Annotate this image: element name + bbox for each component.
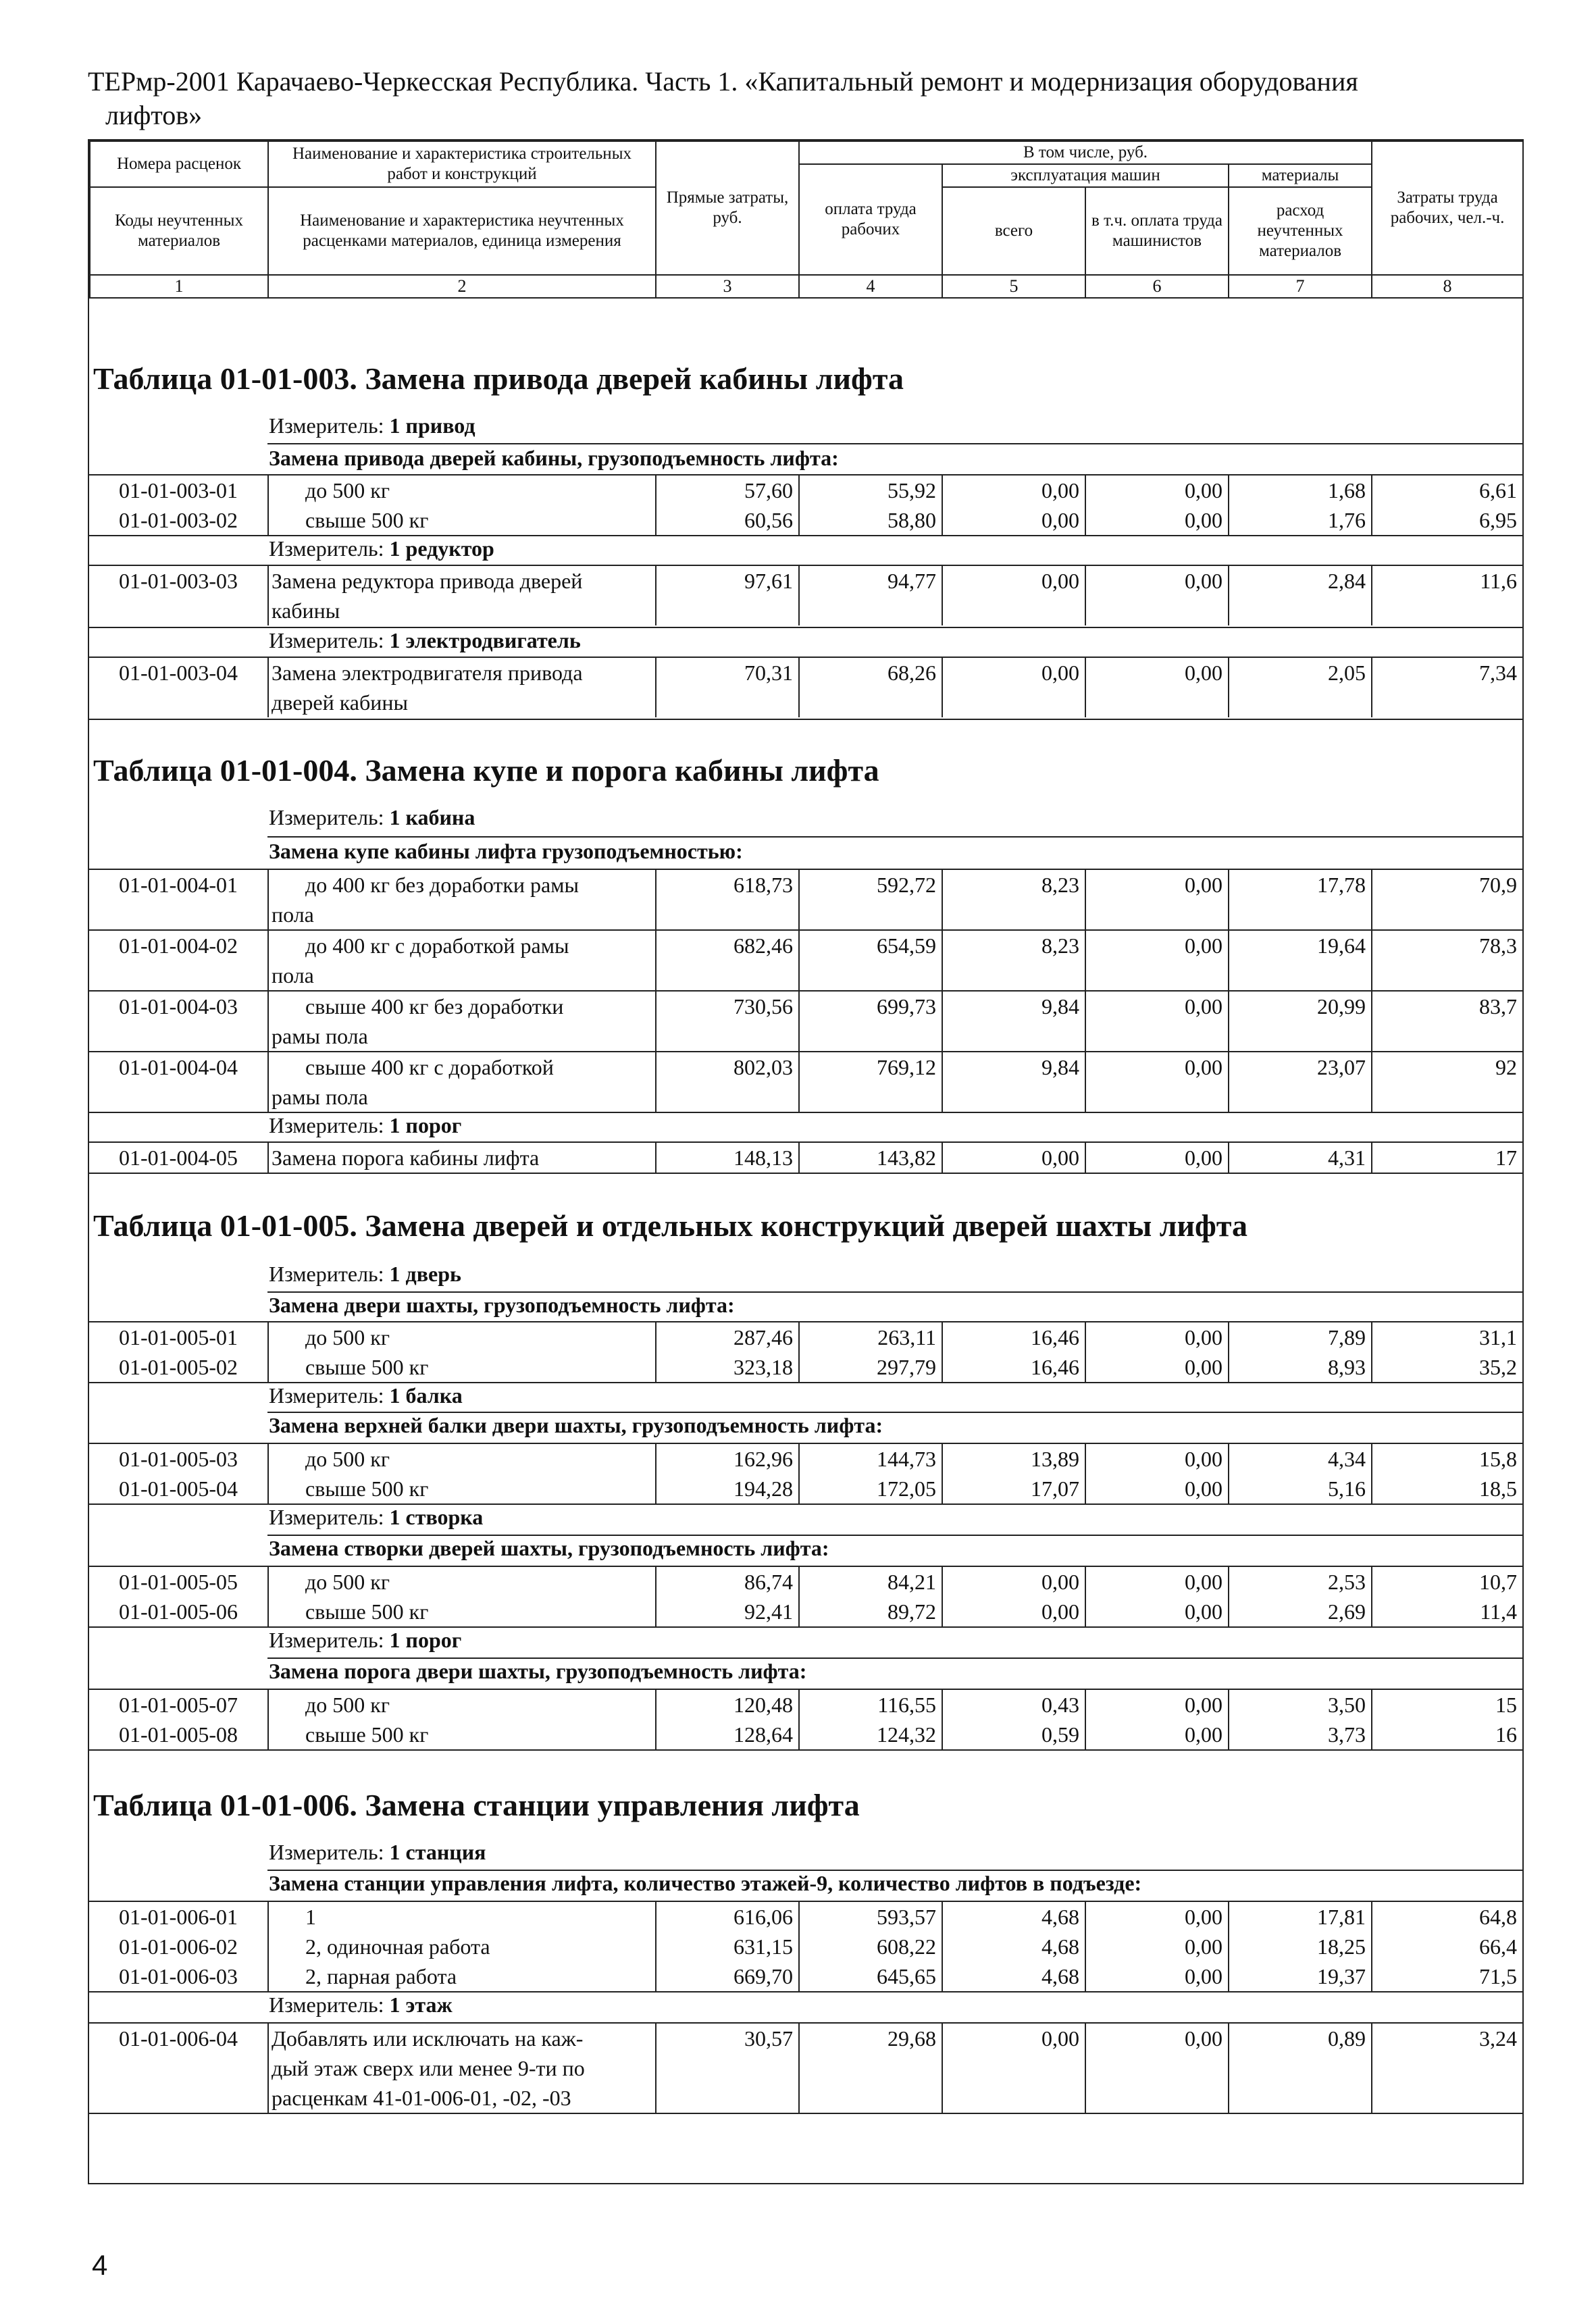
rate-code: 01-01-005-05 <box>119 1570 238 1594</box>
labor-hours-value: 66,4 <box>1371 1932 1522 1961</box>
direct-costs-value: 682,46 <box>655 931 798 990</box>
worker-wages-value: 645,65 <box>798 1961 942 1991</box>
worker-wages-value: 143,82 <box>798 1143 942 1173</box>
labor-hours-value: 83,7 <box>1371 992 1522 1051</box>
unaccounted-materials-value: 2,53 <box>1228 1567 1371 1597</box>
direct-costs-value: 128,64 <box>655 1720 798 1749</box>
section-title: Таблица 01-01-004. Замена купе и порога кабины лифта <box>93 753 879 788</box>
machines-total-value: 9,84 <box>942 1052 1085 1112</box>
rate-code: 01-01-004-02 <box>119 933 238 958</box>
rate-code: 01-01-005-07 <box>119 1693 238 1717</box>
unit-of-measure <box>269 1113 461 1138</box>
operator-wages-value: 0,00 <box>1085 992 1228 1051</box>
direct-costs-value: 802,03 <box>655 1052 798 1112</box>
worker-wages-value: 769,12 <box>798 1052 942 1112</box>
unit-prefix: Измеритель: <box>269 628 390 652</box>
unaccounted-materials-value: 2,05 <box>1228 658 1371 717</box>
unit-value: 1 этаж <box>389 1992 453 2017</box>
machines-total-value: 17,07 <box>942 1474 1085 1503</box>
row-divider <box>267 836 1522 838</box>
labor-hours-value: 71,5 <box>1371 1961 1522 1991</box>
rate-code: 01-01-006-02 <box>119 1934 238 1959</box>
rates-sheet <box>88 139 1524 2184</box>
rate-code: 01-01-004-04 <box>119 1055 238 1079</box>
machines-total-value: 4,68 <box>942 1961 1085 1991</box>
direct-costs-value: 86,74 <box>655 1567 798 1597</box>
col2-bottom-header: Наименование и характеристика неучтенных расценками материалов, единица измерения <box>268 187 656 275</box>
labor-hours-value: 92 <box>1371 1052 1522 1112</box>
description-line: Замена редуктора привода дверей <box>272 569 583 593</box>
machines-total-value: 0,59 <box>942 1720 1085 1749</box>
description-line: до 500 кг <box>305 478 390 503</box>
operator-wages-value: 0,00 <box>1085 475 1228 505</box>
machines-total-value: 16,46 <box>942 1322 1085 1352</box>
worker-wages-value: 297,79 <box>798 1352 942 1382</box>
description-line: свыше 400 кг с доработкой <box>305 1055 554 1079</box>
worker-wages-value: 263,11 <box>798 1322 942 1352</box>
direct-costs-value: 287,46 <box>655 1322 798 1352</box>
table-row <box>89 1720 1522 1749</box>
unaccounted-materials-value: 5,16 <box>1228 1474 1371 1503</box>
table-row <box>89 992 1522 1051</box>
work-description <box>267 1961 655 1991</box>
machines-total-value: 16,46 <box>942 1352 1085 1382</box>
direct-costs-value: 631,15 <box>655 1932 798 1961</box>
direct-costs-value: 120,48 <box>655 1690 798 1720</box>
worker-wages-value: 654,59 <box>798 931 942 990</box>
description-line: Замена электродвигателя привода <box>272 661 583 685</box>
description-line: до 500 кг <box>305 1693 390 1717</box>
operator-wages-value: 0,00 <box>1085 658 1228 717</box>
section-title: Таблица 01-01-005. Замена дверей и отдельных конструкций дверей шахты лифта <box>93 1208 1248 1243</box>
unit-prefix: Измеритель: <box>269 1505 390 1529</box>
direct-costs-value: 669,70 <box>655 1961 798 1991</box>
worker-wages-value: 55,92 <box>798 475 942 505</box>
rate-code: 01-01-003-04 <box>119 661 238 685</box>
table-row <box>89 566 1522 625</box>
unit-prefix: Измеритель: <box>269 1840 390 1864</box>
table-row <box>89 2024 1522 2113</box>
row-divider <box>89 1749 1522 1751</box>
unaccounted-materials-value: 23,07 <box>1228 1052 1371 1112</box>
col-number-6: 6 <box>1085 275 1229 298</box>
col1-bottom-header: Коды неучтенных материалов <box>90 187 268 275</box>
worker-wages-value: 94,77 <box>798 566 942 625</box>
rate-code: 01-01-006-04 <box>119 2026 238 2051</box>
operator-wages-value: 0,00 <box>1085 931 1228 990</box>
description-line: до 500 кг <box>305 1447 390 1471</box>
table-row <box>89 475 1522 505</box>
labor-hours-value: 17 <box>1371 1143 1522 1173</box>
labor-hours-value: 3,24 <box>1371 2024 1522 2113</box>
table-row <box>89 1052 1522 1112</box>
worker-wages-value: 144,73 <box>798 1444 942 1474</box>
including-header: В том числе, руб. <box>799 141 1372 164</box>
machines-header: эксплуатация машин <box>942 164 1229 187</box>
header-line-1: ТЕРмр-2001 Карачаево-Черкесская Республика. Часть 1. «Капитальный ремонт и модернизация оборудования <box>88 66 1358 97</box>
direct-costs-value: 92,41 <box>655 1597 798 1626</box>
worker-wages-value: 699,73 <box>798 992 942 1051</box>
col-number-5: 5 <box>942 275 1085 298</box>
machines-total-value: 0,43 <box>942 1690 1085 1720</box>
group-heading: Замена створки дверей шахты, грузоподъемность лифта: <box>269 1536 829 1560</box>
operator-wages-value: 0,00 <box>1085 1444 1228 1474</box>
description-line: свыше 500 кг <box>305 1599 429 1624</box>
worker-wages-value: 68,26 <box>798 658 942 717</box>
direct-costs-value: 618,73 <box>655 870 798 929</box>
unit-of-measure <box>269 536 494 561</box>
unaccounted-materials-value: 3,73 <box>1228 1720 1371 1749</box>
work-description <box>267 505 655 535</box>
labor-hours-value: 35,2 <box>1371 1352 1522 1382</box>
labor-hours-value: 78,3 <box>1371 931 1522 990</box>
section-title: Таблица 01-01-006. Замена станции управления лифта <box>93 1788 860 1822</box>
description-line: свыше 400 кг без доработки <box>305 994 564 1019</box>
direct-costs-value: 323,18 <box>655 1352 798 1382</box>
unit-of-measure <box>269 413 475 438</box>
table-row <box>89 1567 1522 1597</box>
description-line: свыше 500 кг <box>305 1722 429 1747</box>
rate-code: 01-01-003-01 <box>119 478 238 503</box>
operator-wages-value: 0,00 <box>1085 1567 1228 1597</box>
description-line: пола <box>272 963 314 987</box>
direct-costs-value: 162,96 <box>655 1444 798 1474</box>
table-row <box>89 870 1522 929</box>
machines-total-value: 4,68 <box>942 1932 1085 1961</box>
unaccounted-materials-value: 1,76 <box>1228 505 1371 535</box>
machines-total-value: 9,84 <box>942 992 1085 1051</box>
direct-costs-value: 148,13 <box>655 1143 798 1173</box>
work-description <box>267 1597 655 1626</box>
labor-hours-value: 7,34 <box>1371 658 1522 717</box>
table-row <box>89 1444 1522 1474</box>
labor-hours-value: 15 <box>1371 1690 1522 1720</box>
operator-wages-value: 0,00 <box>1085 566 1228 625</box>
unit-value: 1 кабина <box>389 805 475 829</box>
operator-wages-value: 0,00 <box>1085 870 1228 929</box>
work-description <box>267 992 655 1051</box>
work-description <box>267 2024 655 2113</box>
unit-of-measure <box>269 1628 461 1653</box>
labor-hours-value: 6,95 <box>1371 505 1522 535</box>
description-line: до 500 кг <box>305 1325 390 1349</box>
group-heading: Замена привода дверей кабины, грузоподъемность лифта: <box>269 446 839 470</box>
description-line: рамы пола <box>272 1085 368 1109</box>
description-line: дый этаж сверх или менее 9-ти по <box>272 2056 585 2080</box>
rate-code: 01-01-004-03 <box>119 994 238 1019</box>
table-row <box>89 658 1522 717</box>
rate-code: 01-01-004-05 <box>119 1146 238 1170</box>
table-row <box>89 1352 1522 1382</box>
row-divider <box>267 443 1522 444</box>
section-title: Таблица 01-01-003. Замена привода дверей кабины лифта <box>93 361 904 396</box>
description-line: свыше 500 кг <box>305 1355 429 1379</box>
rate-code: 01-01-005-04 <box>119 1476 238 1501</box>
rate-code: 01-01-005-02 <box>119 1355 238 1379</box>
table-row <box>89 1690 1522 1720</box>
operator-wages-value: 0,00 <box>1085 1932 1228 1961</box>
work-description <box>267 1932 655 1961</box>
page-number: 4 <box>92 2249 108 2281</box>
work-description <box>267 1052 655 1112</box>
unit-prefix: Измеритель: <box>269 1628 390 1652</box>
direct-costs-value: 97,61 <box>655 566 798 625</box>
machines-total-value: 0,00 <box>942 505 1085 535</box>
header-line-2: лифтов» <box>105 100 203 130</box>
description-line: дверей кабины <box>272 690 409 715</box>
work-description <box>267 870 655 929</box>
unaccounted-materials-value: 17,81 <box>1228 1902 1371 1932</box>
machines-total-value: 0,00 <box>942 1143 1085 1173</box>
description-line: 1 <box>305 1905 316 1929</box>
work-description <box>267 475 655 505</box>
row-divider <box>89 719 1522 720</box>
unaccounted-materials-value: 20,99 <box>1228 992 1371 1051</box>
unaccounted-materials-value: 4,31 <box>1228 1143 1371 1173</box>
row-divider <box>89 1173 1522 1174</box>
operator-wages-header: в т.ч. оплата труда машинистов <box>1085 187 1229 275</box>
column-header-table <box>89 140 1524 299</box>
unit-of-measure <box>269 1840 486 1865</box>
description-line: до 500 кг <box>305 1570 390 1594</box>
rate-code: 01-01-005-08 <box>119 1722 238 1747</box>
page-header <box>88 65 1520 132</box>
unit-value: 1 порог <box>389 1113 462 1137</box>
description-line: до 400 кг с доработкой рамы <box>305 933 569 958</box>
work-description <box>267 1474 655 1503</box>
direct-costs-value: 57,60 <box>655 475 798 505</box>
description-line: 2, одиночная работа <box>305 1934 490 1959</box>
machines-total-value: 8,23 <box>942 931 1085 990</box>
worker-wages-value: 116,55 <box>798 1690 942 1720</box>
unit-value: 1 электродвигатель <box>389 628 581 652</box>
machines-total-value: 4,68 <box>942 1902 1085 1932</box>
description-line: 2, парная работа <box>305 1964 457 1988</box>
work-description <box>267 1567 655 1597</box>
work-description <box>267 1143 655 1173</box>
worker-wages-value: 124,32 <box>798 1720 942 1749</box>
rate-code: 01-01-006-01 <box>119 1905 238 1929</box>
rate-code: 01-01-003-02 <box>119 508 238 532</box>
work-description <box>267 1352 655 1382</box>
rate-code: 01-01-003-03 <box>119 569 238 593</box>
operator-wages-value: 0,00 <box>1085 1597 1228 1626</box>
table-row <box>89 1902 1522 1932</box>
group-heading: Замена двери шахты, грузоподъемность лифта: <box>269 1293 735 1317</box>
rate-code: 01-01-005-06 <box>119 1599 238 1624</box>
rate-code: 01-01-006-03 <box>119 1964 238 1988</box>
rate-code: 01-01-005-01 <box>119 1325 238 1349</box>
unaccounted-materials-value: 19,37 <box>1228 1961 1371 1991</box>
col-number-1: 1 <box>90 275 268 298</box>
work-description <box>267 1690 655 1720</box>
machines-total-value: 13,89 <box>942 1444 1085 1474</box>
worker-wages-header: оплата труда рабочих <box>799 164 942 275</box>
unit-prefix: Измеритель: <box>269 536 390 561</box>
description-line: свыше 500 кг <box>305 508 429 532</box>
work-description <box>267 1444 655 1474</box>
worker-wages-value: 89,72 <box>798 1597 942 1626</box>
unaccounted-materials-value: 4,34 <box>1228 1444 1371 1474</box>
col-number-8: 8 <box>1372 275 1523 298</box>
description-line: кабины <box>272 598 340 623</box>
labor-hours-value: 11,6 <box>1371 566 1522 625</box>
unaccounted-materials-value: 7,89 <box>1228 1322 1371 1352</box>
unit-of-measure <box>269 805 475 830</box>
machines-total-value: 0,00 <box>942 475 1085 505</box>
operator-wages-value: 0,00 <box>1085 1143 1228 1173</box>
labor-hours-value: 6,61 <box>1371 475 1522 505</box>
machines-total-value: 0,00 <box>942 1567 1085 1597</box>
operator-wages-value: 0,00 <box>1085 1902 1228 1932</box>
table-row <box>89 1932 1522 1961</box>
row-divider <box>89 2113 1522 2114</box>
unit-of-measure <box>269 1505 483 1530</box>
unit-of-measure <box>269 1383 463 1408</box>
machines-total-value: 0,00 <box>942 2024 1085 2113</box>
unit-prefix: Измеритель: <box>269 1262 390 1286</box>
table-row <box>89 1474 1522 1503</box>
unaccounted-materials-header: расход неучтенных материалов <box>1229 187 1372 275</box>
worker-wages-value: 58,80 <box>798 505 942 535</box>
unit-of-measure <box>269 1992 453 2017</box>
machines-total-value: 0,00 <box>942 658 1085 717</box>
table-row <box>89 931 1522 990</box>
labor-hours-value: 64,8 <box>1371 1902 1522 1932</box>
unit-of-measure <box>269 628 581 653</box>
unaccounted-materials-value: 8,93 <box>1228 1352 1371 1382</box>
col-number-3: 3 <box>656 275 799 298</box>
group-heading: Замена порога двери шахты, грузоподъемность лифта: <box>269 1659 807 1683</box>
labor-hours-value: 11,4 <box>1371 1597 1522 1626</box>
worker-wages-value: 592,72 <box>798 870 942 929</box>
description-line: Добавлять или исключать на каж- <box>272 2026 584 2051</box>
labor-hours-value: 10,7 <box>1371 1567 1522 1597</box>
direct-costs-value: 730,56 <box>655 992 798 1051</box>
direct-costs-header: Прямые затраты, руб. <box>656 141 799 275</box>
unit-value: 1 балка <box>389 1383 463 1408</box>
work-description <box>267 566 655 625</box>
unit-value: 1 редуктор <box>389 536 494 561</box>
worker-wages-value: 29,68 <box>798 2024 942 2113</box>
direct-costs-value: 70,31 <box>655 658 798 717</box>
labor-hours-value: 15,8 <box>1371 1444 1522 1474</box>
unit-of-measure <box>269 1262 461 1287</box>
materials-header: материалы <box>1229 164 1372 187</box>
operator-wages-value: 0,00 <box>1085 1690 1228 1720</box>
unaccounted-materials-value: 2,84 <box>1228 566 1371 625</box>
work-description <box>267 658 655 717</box>
table-row <box>89 1597 1522 1626</box>
col1-top-header: Номера расценок <box>90 141 268 187</box>
group-heading: Замена купе кабины лифта грузоподъемностью: <box>269 839 743 863</box>
description-line: рамы пола <box>272 1024 368 1048</box>
machines-total-header: всего <box>942 187 1085 275</box>
machines-total-value: 8,23 <box>942 870 1085 929</box>
operator-wages-value: 0,00 <box>1085 1322 1228 1352</box>
worker-wages-value: 172,05 <box>798 1474 942 1503</box>
col-number-4: 4 <box>799 275 942 298</box>
worker-wages-value: 593,57 <box>798 1902 942 1932</box>
unit-prefix: Измеритель: <box>269 1992 390 2017</box>
unit-value: 1 створка <box>389 1505 484 1529</box>
work-description <box>267 1902 655 1932</box>
group-heading: Замена верхней балки двери шахты, грузоподъемность лифта: <box>269 1413 883 1437</box>
unit-prefix: Измеритель: <box>269 1113 390 1137</box>
direct-costs-value: 616,06 <box>655 1902 798 1932</box>
direct-costs-value: 60,56 <box>655 505 798 535</box>
worker-wages-value: 84,21 <box>798 1567 942 1597</box>
unaccounted-materials-value: 3,50 <box>1228 1690 1371 1720</box>
description-line: пола <box>272 902 314 927</box>
unit-value: 1 порог <box>389 1628 462 1652</box>
unaccounted-materials-value: 19,64 <box>1228 931 1371 990</box>
labor-hours-value: 16 <box>1371 1720 1522 1749</box>
table-row <box>89 505 1522 535</box>
unaccounted-materials-value: 17,78 <box>1228 870 1371 929</box>
operator-wages-value: 0,00 <box>1085 1474 1228 1503</box>
description-line: Замена порога кабины лифта <box>272 1146 540 1170</box>
machines-total-value: 0,00 <box>942 1597 1085 1626</box>
rate-code: 01-01-004-01 <box>119 873 238 897</box>
description-line: до 400 кг без доработки рамы <box>305 873 579 897</box>
rate-code: 01-01-005-03 <box>119 1447 238 1471</box>
unit-prefix: Измеритель: <box>269 413 390 438</box>
work-description <box>267 931 655 990</box>
unit-value: 1 привод <box>389 413 475 438</box>
direct-costs-value: 194,28 <box>655 1474 798 1503</box>
operator-wages-value: 0,00 <box>1085 1961 1228 1991</box>
operator-wages-value: 0,00 <box>1085 1352 1228 1382</box>
unaccounted-materials-value: 18,25 <box>1228 1932 1371 1961</box>
unaccounted-materials-value: 2,69 <box>1228 1597 1371 1626</box>
description-line: свыше 500 кг <box>305 1476 429 1501</box>
labor-hours-value: 70,9 <box>1371 870 1522 929</box>
group-heading: Замена станции управления лифта, количество этажей-9, количество лифтов в подъезде: <box>269 1871 1142 1895</box>
worker-wages-value: 608,22 <box>798 1932 942 1961</box>
labor-hours-value: 31,1 <box>1371 1322 1522 1352</box>
work-description <box>267 1720 655 1749</box>
operator-wages-value: 0,00 <box>1085 2024 1228 2113</box>
labor-hours-value: 18,5 <box>1371 1474 1522 1503</box>
table-row <box>89 1961 1522 1991</box>
unit-prefix: Измеритель: <box>269 805 390 829</box>
machines-total-value: 0,00 <box>942 566 1085 625</box>
work-description <box>267 1322 655 1352</box>
operator-wages-value: 0,00 <box>1085 1052 1228 1112</box>
col-number-2: 2 <box>268 275 656 298</box>
unit-value: 1 станция <box>389 1840 486 1864</box>
description-line: расценкам 41-01-006-01, -02, -03 <box>272 2086 571 2110</box>
operator-wages-value: 0,00 <box>1085 1720 1228 1749</box>
table-row <box>89 1143 1522 1173</box>
unaccounted-materials-value: 0,89 <box>1228 2024 1371 2113</box>
unaccounted-materials-value: 1,68 <box>1228 475 1371 505</box>
col-number-7: 7 <box>1229 275 1372 298</box>
operator-wages-value: 0,00 <box>1085 505 1228 535</box>
unit-value: 1 дверь <box>389 1262 461 1286</box>
labor-hours-header: Затраты труда рабочих, чел.-ч. <box>1372 141 1523 275</box>
direct-costs-value: 30,57 <box>655 2024 798 2113</box>
col2-top-header: Наименование и характеристика строительных работ и конструкций <box>268 141 656 187</box>
unit-prefix: Измеритель: <box>269 1383 390 1408</box>
table-row <box>89 1322 1522 1352</box>
